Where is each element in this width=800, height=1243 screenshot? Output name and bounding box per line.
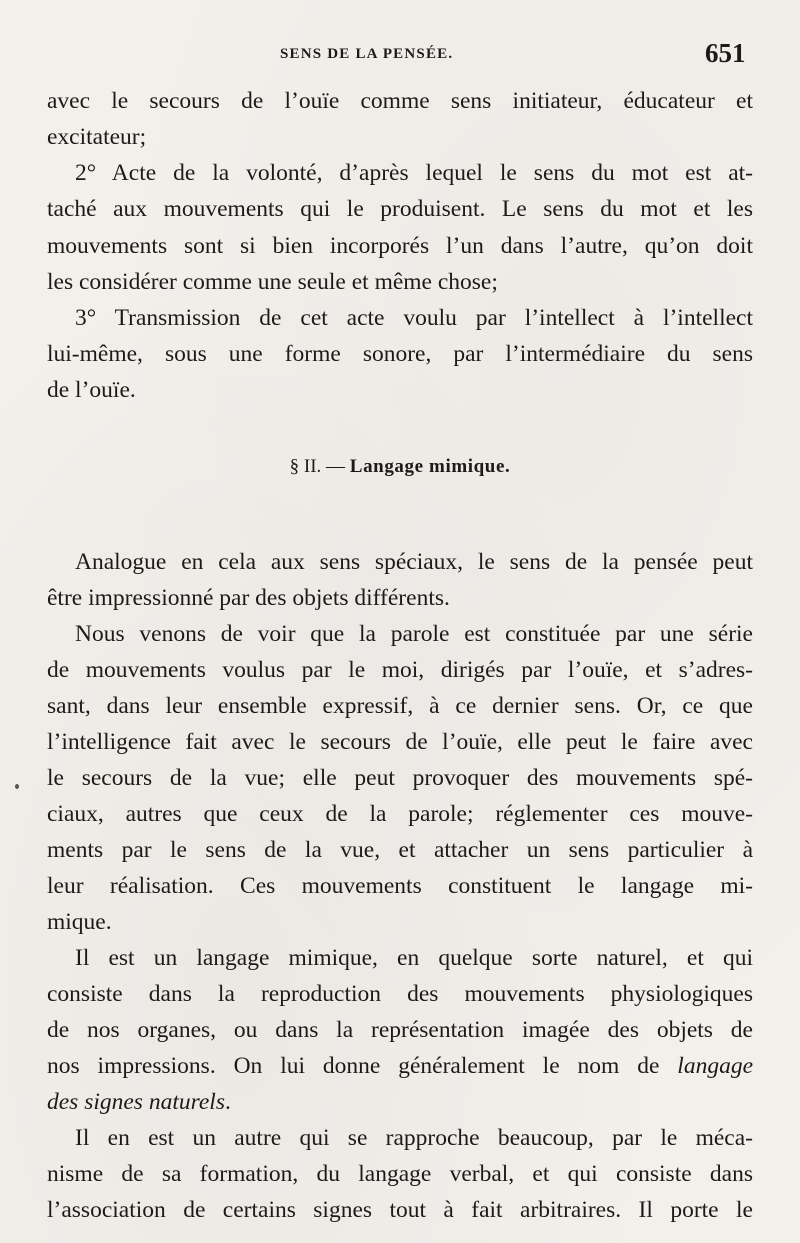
running-title: SENS DE LA PENSÉE. bbox=[280, 46, 454, 62]
text-line: de nos organes, ou dans la représentation imagée des objets de bbox=[47, 1017, 753, 1043]
text-line: mique. bbox=[47, 909, 112, 935]
page-header bbox=[0, 36, 800, 76]
text-line bbox=[47, 1085, 753, 1119]
text-line: ciaux, autres que ceux de la parole; réglementer ces mouve- bbox=[47, 801, 753, 827]
text-line: le secours de la vue; elle peut provoquer des mouvements spé- bbox=[47, 765, 753, 791]
italic-term: des signes naturels bbox=[47, 1089, 225, 1115]
text-run: . bbox=[224, 1089, 231, 1115]
text-run: nos impressions. On lui donne généralement le nom de bbox=[47, 1053, 660, 1079]
text-line: de l’ouïe. bbox=[47, 377, 136, 403]
section-title: Langage mimique. bbox=[349, 456, 511, 477]
text-line: 2° Acte de la volonté, d’après lequel le sens du mot est at- bbox=[75, 160, 753, 186]
text-line: sant, dans leur ensemble expressif, à ce dernier sens. Or, ce que bbox=[47, 693, 753, 719]
text-line: l’association de certains signes tout à fait arbitraires. Il porte le bbox=[47, 1197, 753, 1223]
text-line: 3° Transmission de cet acte voulu par l’intellect à l’intellect bbox=[75, 305, 753, 331]
text-line: mouvements sont si bien incorporés l’un dans l’autre, qu’on doit bbox=[47, 233, 753, 259]
section-number: § II. — bbox=[289, 456, 346, 477]
text-line: de mouvements voulus par le moi, dirigés par l’ouïe, et s’adres- bbox=[47, 657, 753, 683]
text-line: l’intelligence fait avec le secours de l’ouïe, elle peut le faire avec bbox=[47, 729, 753, 755]
text-line: Nous venons de voir que la parole est constituée par une série bbox=[75, 621, 753, 647]
text-line bbox=[47, 1049, 753, 1083]
page-number: 651 bbox=[705, 38, 746, 68]
text-line: nisme de sa formation, du langage verbal, et qui consiste dans bbox=[47, 1161, 753, 1187]
text-line: avec le secours de l’ouïe comme sens initiateur, éducateur et bbox=[47, 88, 753, 114]
text-line: taché aux mouvements qui le produisent. Le sens du mot et les bbox=[47, 196, 753, 222]
text-line: ments par le sens de la vue, et attacher un sens particulier à bbox=[47, 837, 753, 863]
ink-speck bbox=[15, 784, 19, 789]
italic-term: langage bbox=[677, 1053, 754, 1079]
text-line: consiste dans la reproduction des mouvements physiologiques bbox=[47, 981, 753, 1007]
text-line: leur réalisation. Ces mouvements constituent le langage mi- bbox=[47, 873, 753, 899]
text-line: excitateur; bbox=[47, 124, 147, 150]
text-line: Il est un langage mimique, en quelque sorte naturel, et qui bbox=[75, 945, 753, 971]
text-line: être impressionné par des objets différents. bbox=[47, 585, 450, 611]
text-line: Il en est un autre qui se rapproche beaucoup, par le méca- bbox=[75, 1125, 753, 1151]
text-line: les considérer comme une seule et même chose; bbox=[47, 269, 498, 295]
section-heading bbox=[0, 452, 800, 482]
text-line: Analogue en cela aux sens spéciaux, le sens de la pensée peut bbox=[75, 549, 753, 575]
text-line: lui-même, sous une forme sonore, par l’intermédiaire du sens bbox=[47, 341, 753, 367]
